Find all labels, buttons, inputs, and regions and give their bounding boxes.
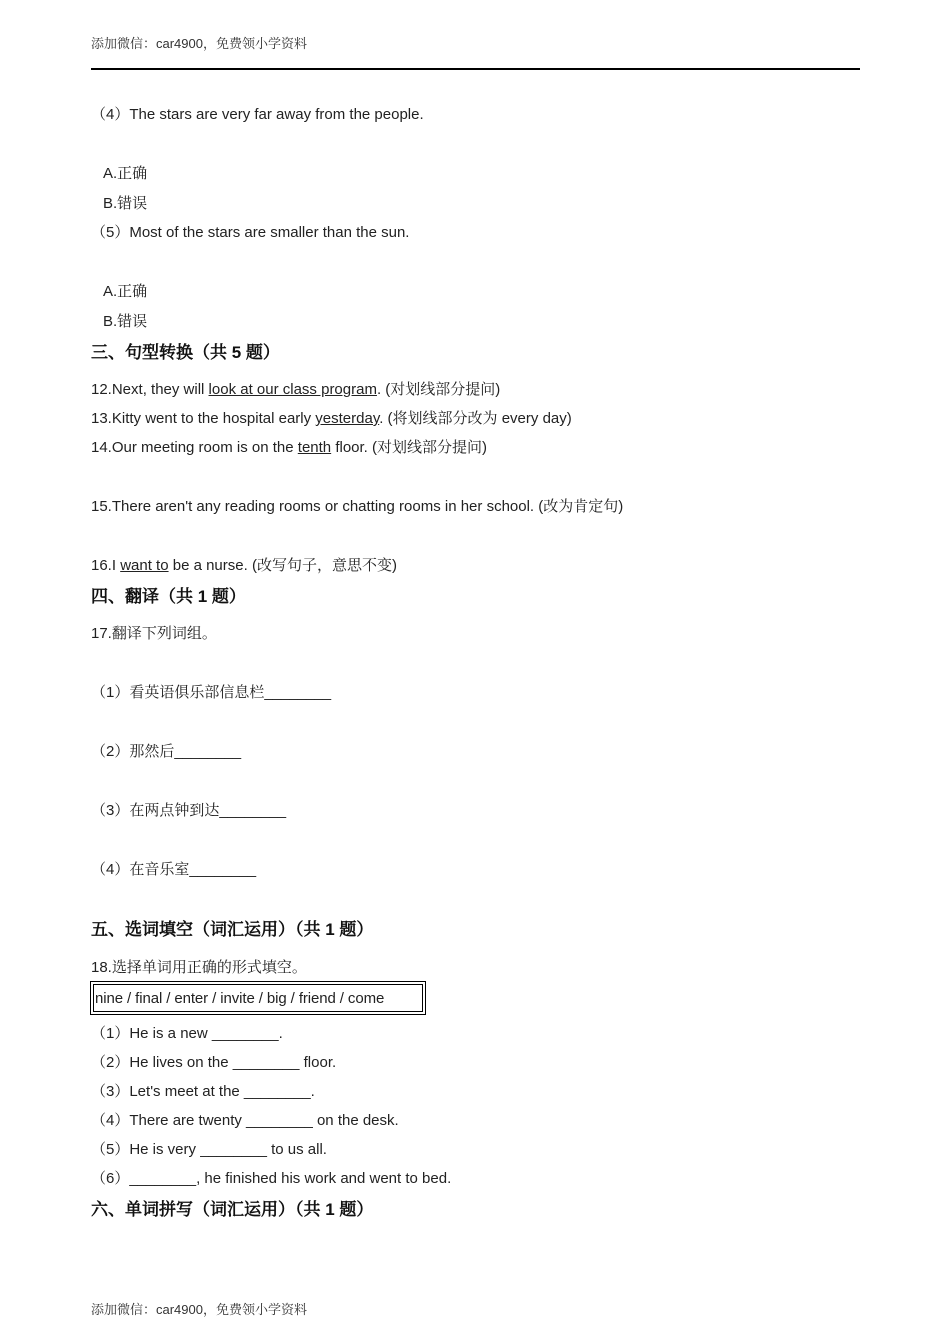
q14-underlined: tenth (297, 439, 332, 456)
question-5: （5）Most of the stars are smaller than the sun. (91, 224, 410, 241)
word-bank: nine / final / enter / invite / big / friend / come (93, 984, 423, 1012)
question-17: 17.翻译下列词组。 (91, 625, 217, 642)
section-6-title: 六、单词拼写（词汇运用）（共 1 题） (91, 1200, 374, 1219)
q13-underlined: yesterday (315, 410, 380, 427)
question-4: （4）The stars are very far away from the people. (91, 106, 424, 123)
question-15: 15.There aren't any reading rooms or chatting rooms in her school. (改为肯定句) (91, 498, 624, 515)
translation-item: （2）那然后________ (91, 743, 242, 760)
q4-option-a: A.正确 (103, 165, 148, 182)
translation-item: （3）在两点钟到达________ (91, 802, 287, 819)
header-divider (91, 68, 860, 70)
fill-blank-item: （1）He is a new ________. (91, 1025, 283, 1042)
q12-underlined: look at our class program (208, 381, 377, 398)
fill-blank-item: （6）________, he finished his work and went to bed. (91, 1170, 452, 1187)
q5-option-b: B.错误 (103, 313, 148, 330)
section-4-title: 四、翻译（共 1 题） (91, 587, 246, 606)
q5-option-a: A.正确 (103, 283, 148, 300)
question-16: 16.I want to be a nurse. (改写句子，意思不变) (91, 557, 397, 574)
page-header: 添加微信：car4900，免费领小学资料 (91, 36, 307, 51)
section-3-title: 三、句型转换（共 5 题） (91, 343, 280, 362)
fill-blank-item: （5）He is very ________ to us all. (91, 1141, 327, 1158)
fill-blank-item: （4）There are twenty ________ on the desk. (91, 1112, 399, 1129)
word-bank-box (90, 981, 426, 1015)
fill-blank-item: （3）Let's meet at the ________. (91, 1083, 315, 1100)
question-13: 13.Kitty went to the hospital early yesterday. (将划线部分改为 every day) (91, 410, 572, 427)
translation-item: （1）看英语俱乐部信息栏________ (91, 684, 332, 701)
question-18: 18.选择单词用正确的形式填空。 (91, 959, 307, 976)
translation-item: （4）在音乐室________ (91, 861, 257, 878)
page-footer: 添加微信：car4900，免费领小学资料 (91, 1302, 307, 1317)
question-14: 14.Our meeting room is on the tenth floor. (对划线部分提问) (91, 439, 488, 456)
fill-blank-item: （2）He lives on the ________ floor. (91, 1054, 337, 1071)
section-5-title: 五、选词填空（词汇运用）（共 1 题） (91, 920, 374, 939)
q4-option-b: B.错误 (103, 195, 148, 212)
question-12: 12.Next, they will look at our class program. (对划线部分提问) (91, 381, 501, 398)
q16-underlined: want to (120, 557, 169, 574)
